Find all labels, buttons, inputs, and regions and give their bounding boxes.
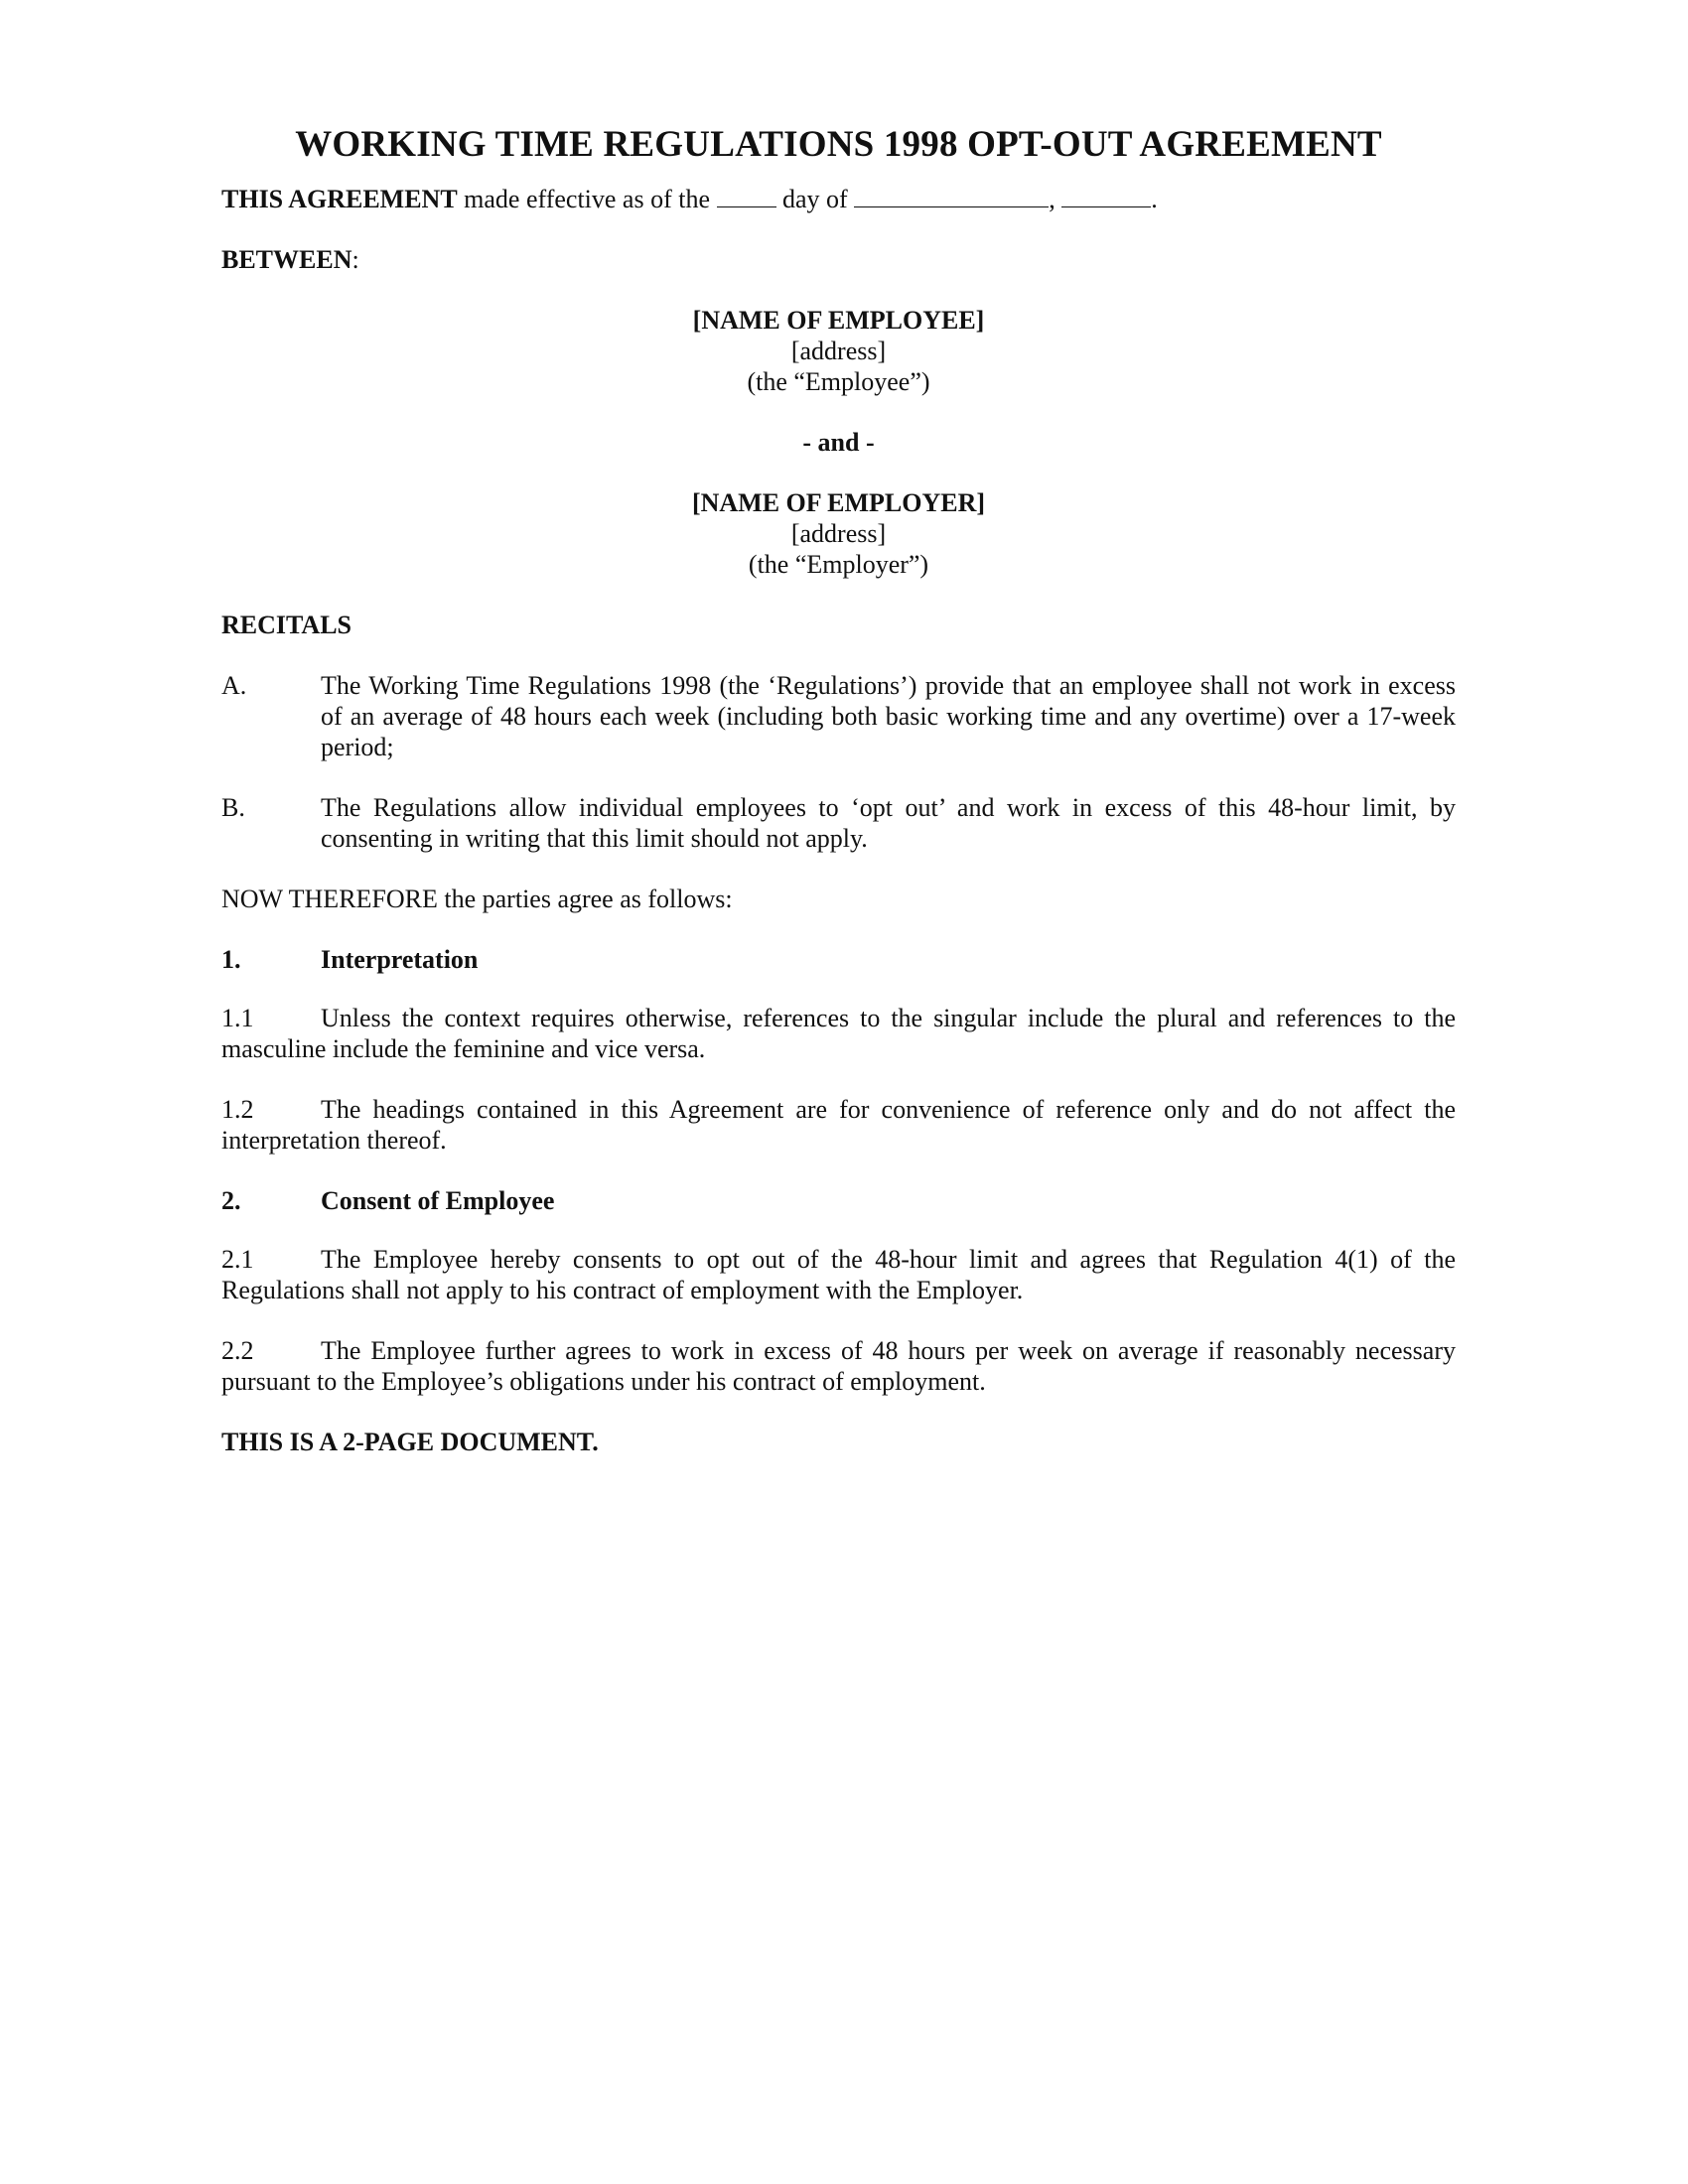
intro-text-end: .	[1151, 185, 1158, 213]
clause	[221, 1244, 1456, 1305]
section-number: 2.	[221, 1186, 241, 1215]
clause-text: The Employee hereby consents to opt out of the 48-hour limit and agrees that Regulation 4(1) of the Regulations shall not apply to his contract of employment with the Employer.	[221, 1245, 1456, 1304]
clause-text: The Employee further agrees to work in excess of 48 hours per week on average if reasonably necessary pursuant to the Employee’s obligations under his contract of employment.	[221, 1336, 1456, 1396]
document-title: WORKING TIME REGULATIONS 1998 OPT-OUT AGREEMENT	[295, 124, 1382, 165]
section-title: Interpretation	[321, 945, 479, 974]
section-number: 1.	[221, 945, 241, 974]
clause-text: Unless the context requires otherwise, references to the singular include the plural and references to the masculine include the feminine and vice versa.	[221, 1004, 1456, 1063]
recital-text: The Regulations allow individual employees to ‘opt out’ and work in excess of this 48-hour limit, by consenting in writing that this limit should not apply.	[321, 793, 1456, 853]
recital-item	[221, 670, 1456, 762]
recital-text: The Working Time Regulations 1998 (the ‘Regulations’) provide that an employee shall not work in excess of an average of 48 hours each week (including both basic working time and any overtime) over a 17-week period;	[321, 671, 1456, 761]
between-label	[221, 244, 1456, 275]
employee-address: [address]	[790, 337, 887, 365]
clause	[221, 1335, 1456, 1397]
closing-note: THIS IS A 2-PAGE DOCUMENT.	[221, 1428, 599, 1456]
employer-name: [NAME OF EMPLOYER]	[691, 488, 986, 517]
intro-text-day-of: day of	[775, 185, 855, 213]
section-heading	[221, 1185, 1456, 1216]
clause-number: 2.2	[221, 1336, 254, 1365]
employee-defined-as: (the “Employee”)	[747, 367, 930, 396]
between-label-text: BETWEEN	[221, 245, 352, 274]
intro-text-comma: ,	[1049, 185, 1062, 213]
clause-number: 1.2	[221, 1095, 254, 1124]
recital-label: B.	[221, 793, 245, 822]
clause-number: 2.1	[221, 1245, 254, 1274]
intro-paragraph	[221, 184, 1456, 214]
recitals-heading: RECITALS	[221, 611, 352, 639]
employer-party-block	[221, 487, 1456, 580]
now-therefore-paragraph: NOW THEREFORE the parties agree as follows:	[221, 885, 733, 913]
month-blank-field[interactable]	[854, 187, 1049, 207]
clause-number: 1.1	[221, 1004, 254, 1032]
between-colon: :	[352, 245, 359, 274]
and-separator: - and -	[802, 428, 875, 457]
clause	[221, 1094, 1456, 1156]
recital-item	[221, 792, 1456, 854]
employer-defined-as: (the “Employer”)	[748, 550, 929, 579]
section-heading	[221, 944, 1456, 975]
clause-text: The headings contained in this Agreement are for convenience of reference only and do not affect the interpretation thereof.	[221, 1095, 1456, 1155]
employee-name: [NAME OF EMPLOYEE]	[692, 306, 985, 335]
year-blank-field[interactable]	[1061, 187, 1151, 207]
clause	[221, 1003, 1456, 1064]
document-body	[221, 123, 1456, 1457]
intro-text-before-day: made effective as of the	[457, 185, 717, 213]
intro-bold-lead: THIS AGREEMENT	[221, 185, 458, 213]
recital-label: A.	[221, 671, 247, 700]
employee-party-block	[221, 305, 1456, 397]
section-title: Consent of Employee	[321, 1186, 555, 1215]
employer-address: [address]	[790, 519, 887, 548]
day-blank-field[interactable]	[717, 187, 776, 207]
